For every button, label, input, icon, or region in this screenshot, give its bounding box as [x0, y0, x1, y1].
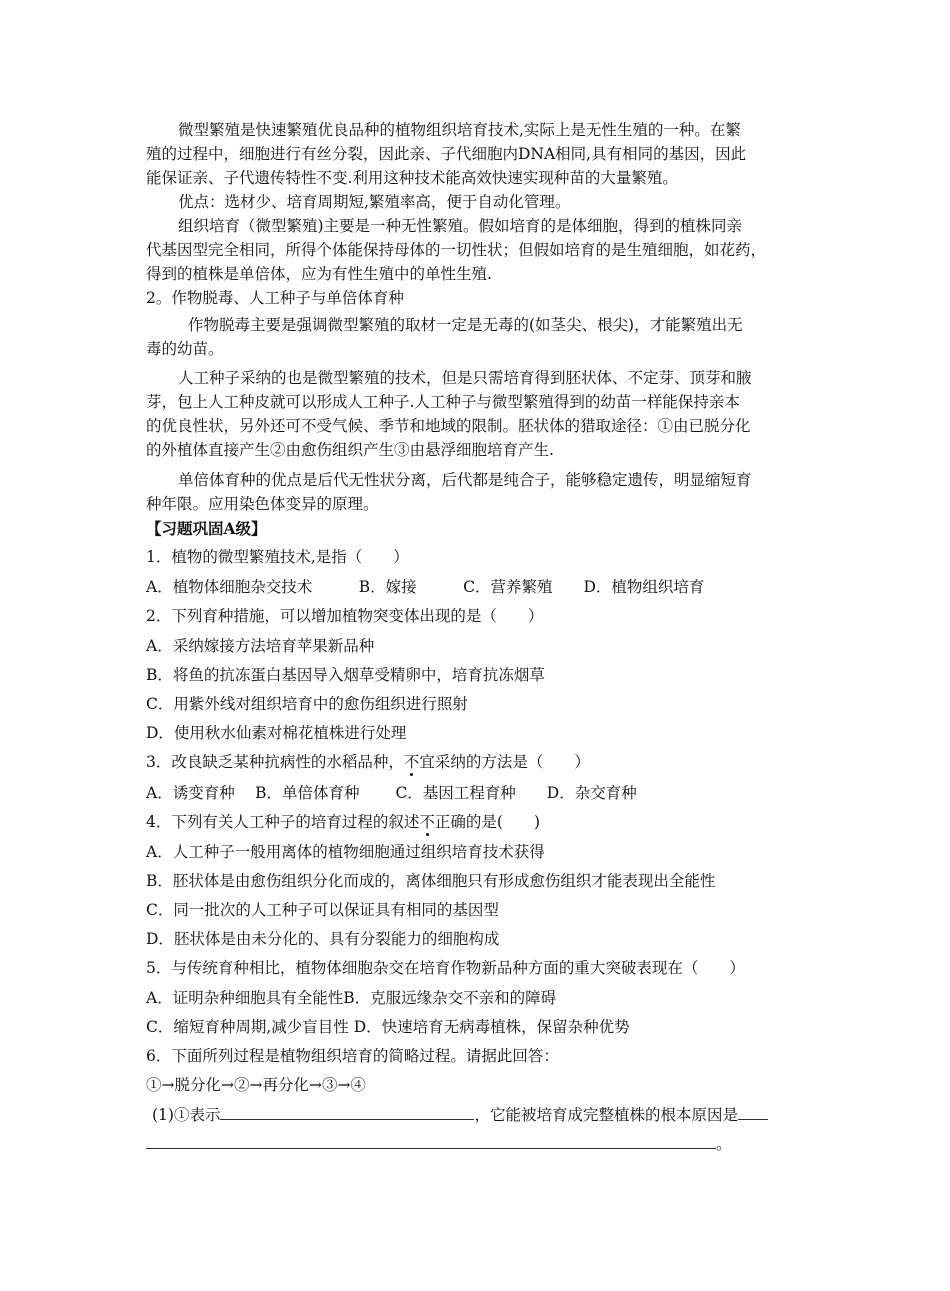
q2-option-c: C．用紫外线对组织培育中的愈伤组织进行照射 — [146, 695, 468, 713]
q6-sub1-end: 。 — [716, 1135, 732, 1153]
intro-p3-line2: 代基因型完全相同，所得个体能保持母体的一切性状；但假如培育的是生殖细胞，如花药， — [146, 241, 767, 259]
q6-stem: 6．下面所列过程是植物组织培育的简略过程。请据此回答： — [146, 1047, 559, 1065]
q6-flow: ①→脱分化→②→再分化→③→④ — [146, 1076, 366, 1094]
q2-stem: 2．下列育种措施，可以增加植物突变体出现的是（ ） — [146, 607, 544, 625]
q6-sub1-label: (1)①表示 — [152, 1106, 221, 1124]
q6-sub1-mid: ，它能被培育成完整植株的根本原因是 — [474, 1106, 738, 1124]
intro-p5-line1: 人工种子采纳的也是微型繁殖的技术，但是只需培育得到胚状体、不定芽、顶芽和腋 — [178, 369, 752, 387]
q4-stem-emphasis: 不 — [419, 813, 435, 831]
intro-p4-line2: 毒的幼苗。 — [146, 340, 224, 358]
q5-options-ab: A．证明杂种细胞具有全能性B．克服远缘杂交不亲和的障碍 — [146, 989, 557, 1007]
intro-p5-line4: 的外植体直接产生②由愈伤组织产生③由悬浮细胞培育产生. — [146, 441, 554, 459]
q2-option-a: A．采纳嫁接方法培育苹果新品种 — [146, 637, 375, 655]
q4-option-d: D．胚状体是由未分化的、具有分裂能力的细胞构成 — [146, 930, 500, 948]
q5-options-cd: C．缩短育种周期,减少盲目性 D．快速培育无病毒植株，保留杂种优势 — [146, 1018, 630, 1036]
intro-p3-line3: 得到的植株是单倍体，应为有性生殖中的单性生殖. — [146, 265, 492, 283]
q6-sub1-blank-1[interactable] — [220, 1103, 474, 1120]
intro-p3-line1: 组织培育（微型繁殖)主要是一种无性繁殖。假如培育的是体细胞，得到的植株同亲 — [178, 217, 743, 235]
q6-sub1-blank-3[interactable] — [146, 1132, 716, 1149]
q5-stem: 5．与传统育种相比，植物体细胞杂交在培育作物新品种方面的重大突破表现在（ ） — [146, 959, 745, 977]
q2-option-d: D．使用秋水仙素对棉花植株进行处理 — [146, 724, 407, 742]
intro-p6-line2: 种年限。应用染色体变异的原理。 — [146, 495, 379, 513]
q4-stem — [146, 810, 540, 834]
q4-stem-pre: 4．下列有关人工种子的培育过程的叙述 — [146, 813, 420, 831]
intro-advantages: 优点：选材少、培育周期短,繁殖率高，便于自动化管理。 — [178, 193, 571, 211]
q4-option-b: B．胚状体是由愈伤组织分化而成的，离体细胞只有形成愈伤组织才能表现出全能性 — [146, 872, 716, 890]
section-heading-2: 2。作物脱毒、人工种子与单倍体育种 — [146, 289, 404, 307]
q3-stem — [146, 750, 590, 774]
q2-option-b: B．将鱼的抗冻蛋白基因导入烟草受精卵中，培育抗冻烟草 — [146, 666, 545, 684]
exercise-heading: 【习题巩固A级】 — [146, 519, 267, 538]
intro-p5-line2: 芽，包上人工种皮就可以形成人工种子.人工种子与微型繁殖得到的幼苗一样能保持亲本 — [146, 393, 740, 411]
q4-option-a: A．人工种子一般用离体的植物细胞通过组织培育技术获得 — [146, 843, 545, 861]
q3-stem-post: 宜采纳的方法是（ ） — [419, 753, 590, 771]
q6-sub1-blank-2[interactable] — [738, 1103, 768, 1120]
q6-sub1-line2 — [146, 1132, 732, 1156]
intro-p4-line1: 作物脱毒主要是强调微型繁殖的取材一定是无毒的(如茎尖、根尖)，才能繁殖出无 — [188, 316, 743, 334]
q3-stem-pre: 3．改良缺乏某种抗病性的水稻品种， — [146, 753, 404, 771]
q6-sub1 — [152, 1103, 768, 1127]
intro-p5-line3: 的优良性状，另外还可不受气候、季节和地域的限制。胚状体的猎取途径：①由已脱分化 — [146, 417, 751, 435]
q1-stem: 1．植物的微型繁殖技术,是指（ ） — [146, 548, 409, 566]
q1-options: A．植物体细胞杂交技术 B．嫁接 C．营养繁殖 D．植物组织培育 — [146, 578, 705, 596]
intro-p1-line3: 能保证亲、子代遗传特性不变.利用这种技术能高效快速实现种苗的大量繁殖。 — [146, 169, 678, 187]
q3-stem-emphasis: 不 — [403, 753, 420, 771]
q4-option-c: C．同一批次的人工种子可以保证具有相同的基因型 — [146, 901, 499, 919]
intro-p1-line1: 微型繁殖是快速繁殖优良品种的植物组织培育技术,实际上是无性生殖的一种。在繁 — [178, 121, 741, 139]
intro-p6-line1: 单倍体育种的优点是后代无性状分离，后代都是纯合子，能够稳定遗传，明显缩短育 — [178, 471, 752, 489]
q3-options: A．诱变育种 B．单倍体育种 C．基因工程育种 D．杂交育种 — [146, 784, 637, 802]
q4-stem-post: 正确的是( ) — [434, 813, 540, 831]
intro-p1-line2: 殖的过程中，细胞进行有丝分裂，因此亲、子代细胞内DNA相同,具有相同的基因，因此 — [146, 145, 747, 163]
